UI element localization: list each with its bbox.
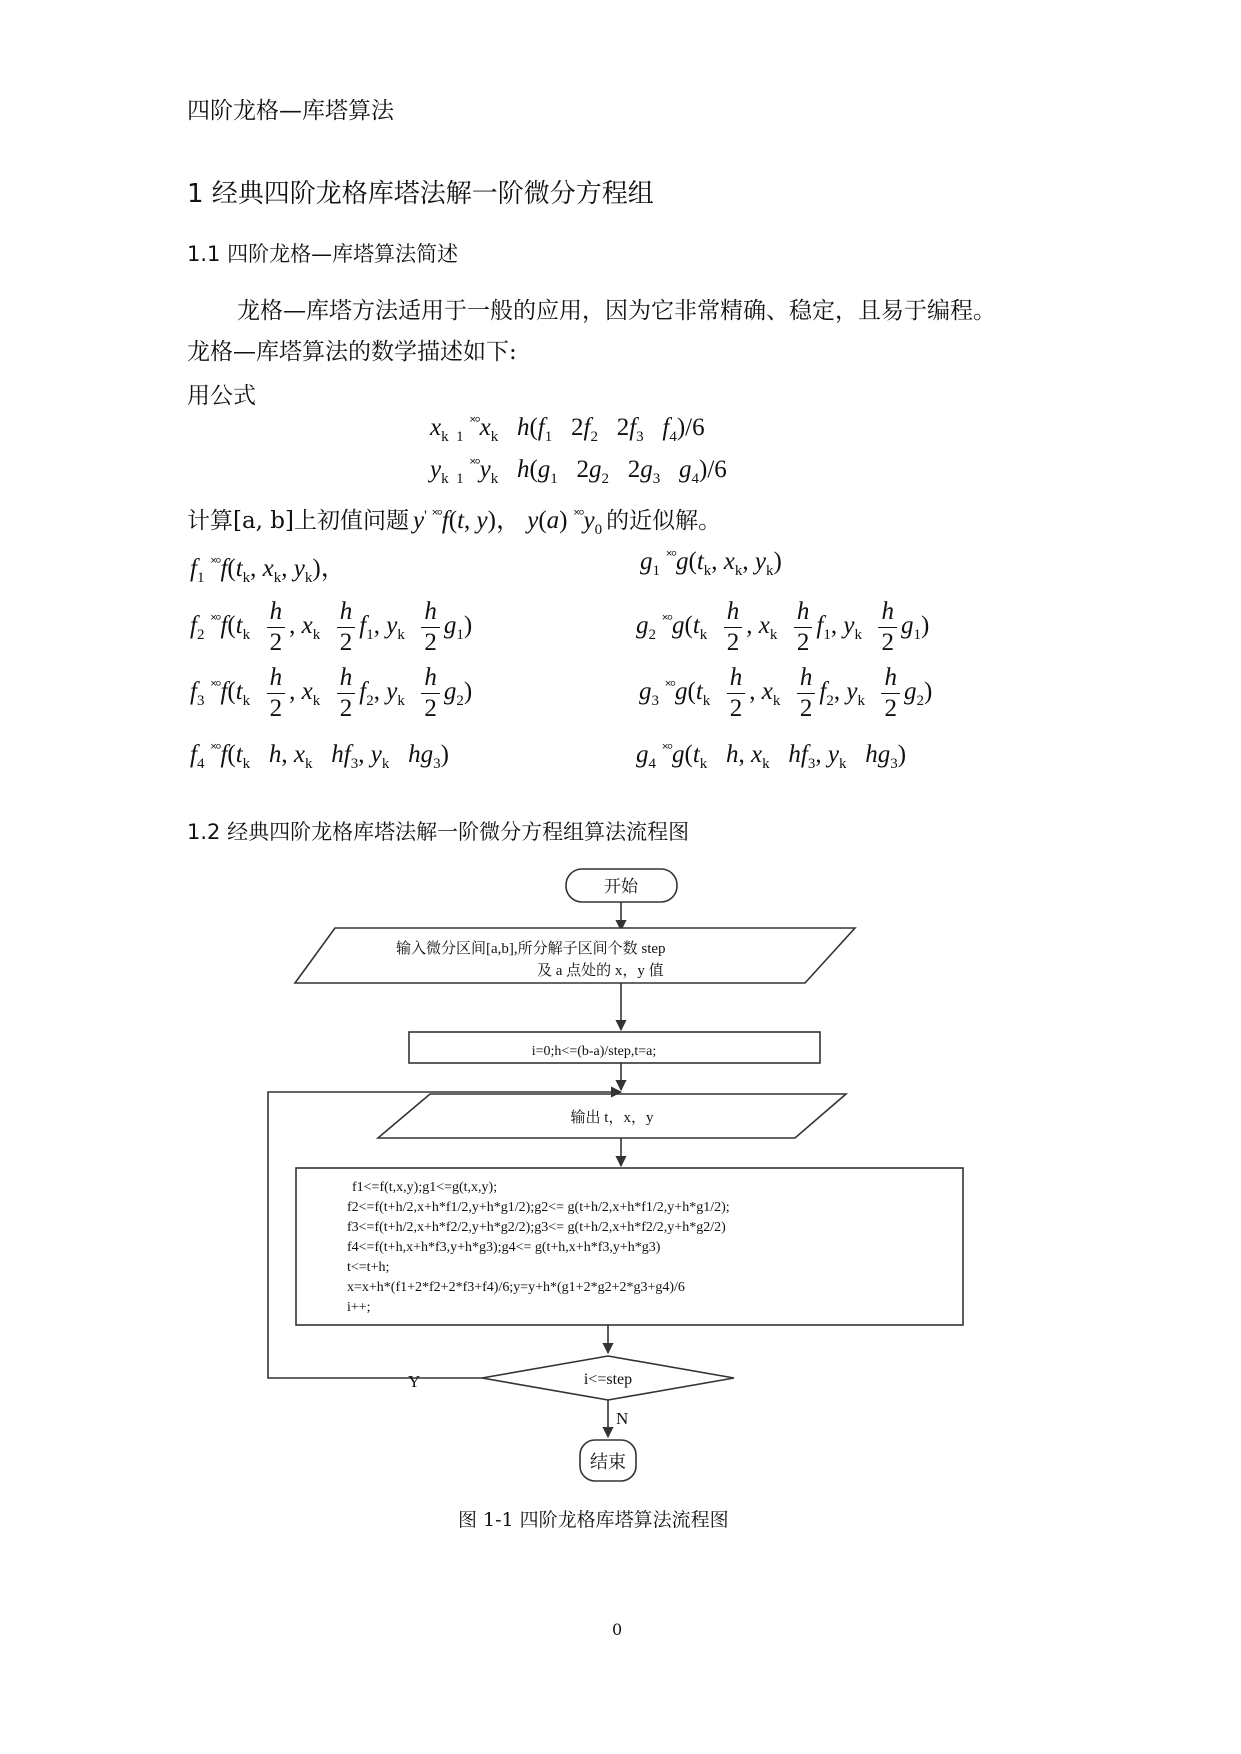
formula-f3: $f_3$ $^{˟^\circ}f(t_k$ $\frac{h}{2}$ , $x_k$ $\frac{h}{2}$ $f_2$, $y_k$ $\frac{h}{2}$ $g_2$) <box>190 664 473 722</box>
init-label: i=0;h<=(b-a)/step,t=a; <box>531 1044 657 1059</box>
document-title: 四阶龙格—库塔算法 <box>187 98 394 124</box>
page-number: 0 <box>612 1620 623 1639</box>
loop-line-3: f3<=f(t+h/2,x+h*f2/2,y+h*g2/2);g3<= g(t+h/2,x+h*f2/2,y+h*g2/2) <box>347 1220 726 1235</box>
intro-paragraph-line-1: 龙格—库塔方法适用于一般的应用，因为它非常精确、稳定，且易于编程。 <box>237 298 996 324</box>
formula-g3: $g_3$ $^{˟^\circ}g(t_k$ $\frac{h}{2}$ , $x_k$ $\frac{h}{2}$ $f_2$, $y_k$ $\frac{h}{2}$ $g_2$) <box>639 664 933 722</box>
no-label: N <box>616 1409 629 1428</box>
section-1-2-heading: 1.2 经典四阶龙格库塔法解一阶微分方程组算法流程图 <box>187 820 690 844</box>
formula-intro-text: 用公式 <box>187 383 256 409</box>
output-label: 输出 t，x，y <box>570 1110 654 1126</box>
loop-line-4: f4<=f(t+h,x+h*f3,y+h*g3);g4<= g(t+h,x+h*f3,y+h*g3) <box>347 1240 661 1255</box>
calc-prefix: 计算[a, b]上初值问题 <box>187 508 410 534</box>
yes-label: Y <box>408 1372 421 1391</box>
intro-paragraph-line-2: 龙格—库塔算法的数学描述如下: <box>187 339 517 365</box>
condition-label: i<=step <box>583 1371 633 1388</box>
formula-f1: $f_1$ $^{˟^\circ}f(t_k$, $x_k$, $y_k$)， <box>190 555 346 586</box>
section-1-1-heading: 1.1 四阶龙格—库塔算法简述 <box>187 242 459 266</box>
formula-f2: $f_2$ $^{˟^\circ}f(t_k$ $\frac{h}{2}$ , $x_k$ $\frac{h}{2}$ $f_1$, $y_k$ $\frac{h}{2}$ $g_1$) <box>190 598 473 656</box>
formula-g2: $g_2$ $^{˟^\circ}g(t_k$ $\frac{h}{2}$ , $x_k$ $\frac{h}{2}$ $f_1$, $y_k$ $\frac{h}{2}$ $g_1$) <box>636 598 930 656</box>
end-label: 结束 <box>590 1452 626 1472</box>
loop-line-2: f2<=f(t+h/2,x+h*f1/2,y+h*g1/2);g2<= g(t+h/2,x+h*f1/2,y+h*g1/2); <box>347 1200 730 1215</box>
loop-line-5: t<=t+h; <box>347 1260 390 1275</box>
formula-f4: $f_4$ $^{˟^\circ}f(t_k$ h, $x_k$ $hf_3$, $y_k$ $hg_3$) <box>190 741 449 772</box>
figure-caption: 图 1-1 四阶龙格库塔算法流程图 <box>458 1509 729 1531</box>
input-label-line-2: 及 a 点处的 x，y 值 <box>537 963 664 979</box>
calc-suffix: 的近似解。 <box>606 508 722 534</box>
ivp-formula: y' ˟°f(t, y)， y(a) $^{˟^\circ}y_0$ <box>413 507 603 538</box>
loop-line-7: i++; <box>347 1300 371 1315</box>
formula-x-update: $x_{k 1}$ $^{˟^\circ}x_k$ $h(f_1$ $2f_2$ $2f_3$ $f_4)/6$ <box>430 414 705 445</box>
start-label: 开始 <box>604 877 638 896</box>
section-1-heading: 1 经典四阶龙格库塔法解一阶微分方程组 <box>187 179 654 209</box>
formula-g1: $g_1$ $^{˟^\circ}g(t_k$, $x_k$, $y_k$) <box>640 548 782 579</box>
input-label-line-1: 输入微分区间[a,b],所分解子区间个数 step <box>396 941 666 957</box>
loop-line-1: f1<=f(t,x,y);g1<=g(t,x,y); <box>352 1180 498 1195</box>
loop-line-6: x=x+h*(f1+2*f2+2*f3+f4)/6;y=y+h*(g1+2*g2+2*g3+g4)/6 <box>347 1280 685 1295</box>
formula-g4: $g_4$ $^{˟^\circ}g(t_k$ h, $x_k$ $hf_3$, $y_k$ $hg_3$) <box>636 741 907 772</box>
formula-y-update: $y_{k 1}$ $^{˟^\circ}y_k$ $h(g_1$ $2g_2$ $2g_3$ $g_4)/6$ <box>430 456 727 487</box>
